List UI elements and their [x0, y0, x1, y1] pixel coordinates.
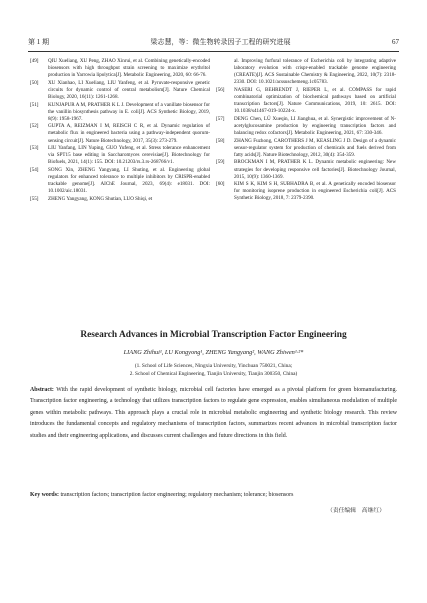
reference-text: al. Improving furfural tolerance of Escherichia coli by integrating adaptive laboratory evolution with crispr-enabled trackable genome engineering (CREATE)[J]. ACS Sustainable Chemistry & Engineering, 2022, 10(7): 2318-2330. DOI: 10.1021/acssuschemeng.1c05783.: [234, 58, 396, 86]
reference-item: [216, 87, 396, 116]
reference-text: BROCKMAN I M, PRATHER K L. Dynamic metabolic engineering: New strategies for developing responsive cell factories[J]. Biotechnology Journal, 2015, 10(9): 1360-1369.: [234, 159, 396, 180]
keywords-text: transcription factors; transcription factor engineering; regulatory mechanism; tolerance; biosensors: [60, 492, 294, 498]
reference-text: QIU Xueliang, XU Peng, ZHAO Xinrui, et al. Combining genetically-encoded biosensors with high throughput strain screening to maximize erythritol production in Yarrowia lipolytica[J]. Metabolic Engineering, 2020, 60: 66-76.: [48, 58, 210, 79]
running-title: 梁志慧，等：微生物转录因子工程的研究进展: [150, 38, 291, 46]
reference-item: [30, 145, 210, 166]
reference-text: ZHANG Fuzhong, CAROTHERS J M, KEASLING J D. Design of a dynamic sensor-regulator system for production of chemicals and fuels derived from fatty acids[J]. Nature Biotechnology, 2012, 30(4): 354-359.: [234, 137, 396, 158]
reference-text: ZHENG Yangyang, KONG Shutian, LUO Shiqi, et: [48, 195, 153, 202]
reference-number: [49]: [30, 58, 39, 64]
reference-item: [216, 116, 396, 137]
reference-number: [56]: [216, 86, 225, 93]
editor-note: （责任编辑 高继红）: [327, 508, 385, 514]
reference-number: [60]: [216, 181, 225, 188]
issue-label: 第 1 期: [28, 38, 49, 46]
reference-text: LIU Yanfang, LIN Yuping, GUO Yufeng, et al. Stress tolerance enhancement via SPT15 base editing in Saccharomyces cerevisiae[J]. Biotechnology for Biofuels, 2021, 14(1): 155. DOI: 10.21203/rs.3.rs-268766/v1.: [48, 145, 210, 166]
reference-item: [30, 80, 210, 101]
references-right-column: [216, 58, 396, 203]
abstract-text: With the rapid development of synthetic biology, microbial cell factories have emerged as a pivotal platform for green biomanufacturing. Transcription factor engineering, a technology that utilizes transcription factors to regulate gene expression, enables simultaneous modulation of multiple genes within metabolic pathways. This approach plays a crucial role in microbial metabolic engineering and synthetic biology research. This review introduces the fundamental concepts and regulatory mechanisms of transcription factors, summarizes recent advances in microbial transcription factor studies and their engineering applications, and discusses current challenges and future directions in this field.: [30, 387, 397, 439]
abstract-label: Abstract:: [30, 387, 54, 393]
reference-item: [30, 196, 210, 203]
reference-number: [54]: [30, 166, 39, 173]
reference-item: [30, 58, 210, 79]
reference-item: [216, 181, 396, 202]
abstract: [30, 385, 397, 442]
keywords-label: Key words:: [30, 492, 59, 498]
reference-text: NASERI G, BEHRENDT J, RIEPER L, et al. COMPASS for rapid combinatorial optimization of biochemical pathways based on artificial transcription factors[J]. Nature Communications, 2019, 10: 2615. DOI: 10.1038/s41467-019-10224-x.: [234, 86, 396, 115]
references-left-column: [30, 58, 210, 203]
reference-number: [52]: [30, 123, 39, 130]
reference-text: XU Xianhao, LI Xueliang, LIU Yanfeng, et al. Pyruvate-responsive genetic circuits for dynamic control of central metabolism[J]. Nature Chemical Biology, 2020, 16(11): 1261-1268.: [48, 79, 210, 101]
affiliation-line: 2. School of Chemical Engineering, Tianjin University, Tianjin 300350, China): [129, 371, 298, 377]
author-list: LIANG Zhihui¹, LU Kongyong¹, ZHENG Yangyang², WANG Zhiwen¹·²*: [123, 349, 304, 356]
page-number: 67: [392, 38, 399, 46]
affiliation-line: (1. School of Life Sciences, Ningxia University, Yinchuan 750021, China;: [134, 363, 293, 369]
keywords: [30, 491, 397, 499]
reference-text: KUNJAPUR A M, PRATHER K L J. Development of a vanillate biosensor for the vanillin biosynthesis pathway in E. coli[J]. ACS Synthetic Biology, 2019, 8(9): 1958-1967.: [48, 101, 210, 122]
reference-item: [30, 123, 210, 144]
page-header: [28, 36, 399, 48]
reference-item: [30, 102, 210, 123]
english-title: Research Advances in Microbial Transcription Factor Engineering: [80, 330, 347, 340]
reference-item: [216, 159, 396, 180]
reference-number: [58]: [216, 137, 225, 144]
reference-number: [59]: [216, 159, 225, 166]
reference-text: GUPTA A, REIZMAN I M, REISCH C R, et al. Dynamic regulation of metabolic flux in engineered bacteria using a pathway-independent quorum-sensing circuit[J]. Nature Biotechnology, 2017, 35(3): 273-279.: [48, 123, 210, 144]
reference-item: [30, 167, 210, 196]
reference-number: [50]: [30, 79, 39, 86]
reference-number: [55]: [30, 195, 39, 202]
reference-item: [216, 58, 396, 87]
reference-text: DENG Chen, LÜ Xueqin, LI Jianghua, et al. Synergistic improvement of N-acetylglucosamine production by engineering transcription factors and balancing redox cofactors[J]. Metabolic Engineering, 2021, 67: 330-346.: [234, 115, 396, 137]
reference-number: [53]: [30, 145, 39, 152]
reference-text: KIM S K, KIM S H, SUBHADRA B, et al. A genetically encoded biosensor for monitoring isoprene production in engineered Escherichia coli[J]. ACS Synthetic Biology, 2018, 7: 2379-2390.: [234, 181, 396, 202]
affiliations: [40, 362, 387, 378]
reference-number: [51]: [30, 101, 39, 108]
reference-text: SONG Xin, ZHENG Yangyang, LI Shuting, et al. Engineering global regulators for enhanced tolerance to multiple inhibitors by CRISPR-enabled trackable genome[J]. AIChE Journal, 2023, 69(4): e18031. DOI: 10.1002/aic.18031.: [48, 166, 210, 195]
reference-number: [57]: [216, 115, 225, 122]
reference-number: [216, 58, 234, 87]
header-rule: [28, 51, 399, 52]
reference-item: [216, 138, 396, 159]
